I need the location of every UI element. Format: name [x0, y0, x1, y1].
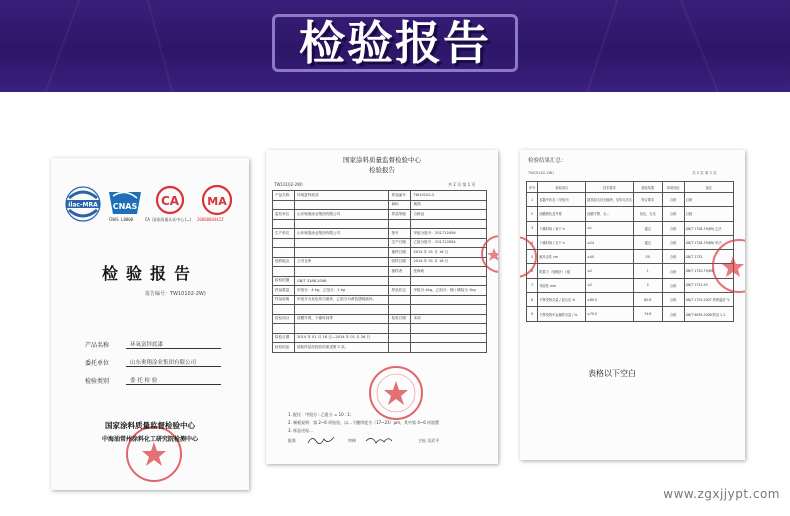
mid-table-cell: 委托单位	[273, 210, 295, 220]
cnas-logo-label: CNAS L0800	[109, 217, 134, 222]
results-cell: 合格	[662, 250, 684, 264]
results-row	[527, 235, 734, 249]
mid-table-cell: 山东奥翔涂业集团有限公司	[295, 210, 389, 220]
results-row	[527, 193, 734, 207]
cover-field-value: 山东奥翔涂业集团有限公司	[126, 358, 221, 367]
results-cell: 合格	[662, 193, 684, 207]
results-cell: 6	[527, 264, 538, 278]
results-column-header: 备注	[684, 182, 733, 193]
results-cell: 目测	[684, 193, 733, 207]
ca-logo-label: CA 国家质量认证中心(…)	[145, 217, 192, 222]
mid-table-cell	[295, 248, 389, 258]
results-cell: 容器中状态（甲组分）	[538, 193, 586, 207]
results-cell: ≥40	[586, 250, 634, 264]
mid-table-row	[273, 286, 487, 296]
mid-table-cell: 检验日期	[273, 333, 295, 343]
mid-table-cell: TW10102-2	[411, 191, 487, 201]
results-cell: GB/T 9839-2008 附录 1.1	[684, 307, 733, 321]
mid-table-row	[273, 210, 487, 220]
mid-table-row	[273, 200, 487, 210]
results-cell: GB/T 1725-2007 烘烤温度 ℃	[684, 293, 733, 307]
banner-title: 检验报告	[299, 16, 491, 70]
mid-table-cell: 漆膜外观、干燥时间等	[295, 314, 389, 324]
mid-table-cell: 公司仓库	[295, 257, 389, 267]
mid-note: 1. 配比：甲组分 ∶ 乙组分 = 10 ∶ 1；	[288, 412, 354, 417]
results-cell: 合格	[662, 235, 684, 249]
mid-table-cell: 甲组分批号：201712456	[411, 229, 487, 239]
results-cell: 耐冲击性 cm	[538, 250, 586, 264]
report-page-2	[520, 150, 745, 460]
mid-note: 2. 制板说明：第 2~6 项检验，以…干膜厚度为（17~23）μm，其中第 4~6 项放置	[288, 420, 440, 425]
results-cell: GB/T 1720-79(89)	[684, 264, 733, 278]
results-table	[526, 181, 734, 322]
cover-red-seal-icon	[124, 424, 184, 484]
results-cell: 5	[527, 250, 538, 264]
mid-table-cell: 样品编号	[389, 191, 411, 201]
mid-table-cell: 抽检样品经检验结果见第 2 页。	[295, 343, 389, 353]
mid-table-cell	[389, 276, 411, 286]
mid-table-cell	[389, 333, 411, 343]
mid-table-cell: 检验项目	[273, 314, 295, 324]
results-cell: 50	[633, 250, 662, 264]
mid-table-cell	[273, 324, 295, 334]
mid-table-cell: 样品说明	[273, 295, 295, 305]
results-cell: 3	[527, 221, 538, 235]
mid-table-row	[273, 276, 487, 286]
mid-table-cell	[273, 267, 295, 277]
mid-table-cell: 批号	[389, 229, 411, 239]
results-cell: 合格	[662, 307, 684, 321]
mid-sign-reviewer: 审核	[348, 438, 356, 443]
cover-field-value: 委 托 检 验	[126, 376, 221, 385]
svg-text:MA: MA	[207, 195, 227, 208]
mid-table-cell: 商标	[389, 200, 411, 210]
results-cell: 9	[527, 307, 538, 321]
mid-table-cell	[273, 200, 295, 210]
mid-table-cell: 张海莉	[411, 267, 487, 277]
mid-page-number: 共 2 页 第 1 页	[448, 182, 476, 187]
mid-table-cell: 样品等级	[389, 210, 411, 220]
results-row	[527, 307, 734, 321]
results-cell: 不挥发物含量 / 混合后 %	[538, 293, 586, 307]
results-cell: ≤2	[586, 278, 634, 292]
header-banner	[0, 0, 790, 92]
mid-subtitle: 检验报告	[369, 166, 395, 174]
mid-table-row	[273, 333, 487, 343]
mid-table-cell: GB/T 3186-2006	[295, 276, 389, 286]
results-header-row	[527, 182, 734, 193]
mid-table-cell	[295, 219, 389, 229]
results-cell: 合格	[662, 264, 684, 278]
mid-table-cell	[273, 238, 295, 248]
results-column-header: 技术要求	[586, 182, 634, 193]
report-cover	[51, 158, 249, 490]
mid-table-cell	[411, 343, 487, 353]
mid-table-cell	[295, 324, 389, 334]
cover-field-label: 检验类别	[85, 378, 110, 385]
results-cell: 合格	[662, 278, 684, 292]
mid-table-cell	[411, 219, 487, 229]
mid-table-row	[273, 229, 487, 239]
mid-table-cell: 2014 年 01 月 16 日	[411, 257, 487, 267]
mid-table-cell: 山东奥翔涂业集团有限公司	[295, 229, 389, 239]
results-cell: 符合要求	[633, 193, 662, 207]
mid-table-row	[273, 314, 487, 324]
mid-table-cell: 2014 年 01 月 16 日—2014 年 01 月 26 日	[295, 333, 389, 343]
mid-table-cell: 收样日期	[389, 257, 411, 267]
results-cell: GB/T 1728-79(89) 甲法	[684, 235, 733, 249]
mid-table-row	[273, 191, 487, 201]
mid-red-seal-icon	[367, 364, 425, 422]
cover-report-number: 报告编号：TW10102-2W)	[145, 291, 206, 297]
mid-table-row	[273, 248, 487, 258]
mid-table-row	[273, 305, 487, 315]
mid-table-row	[273, 219, 487, 229]
results-cell: 涂膜颜色及外观	[538, 207, 586, 221]
mid-info-table	[272, 190, 487, 353]
cover-field-label: 产品名称	[85, 342, 110, 349]
mid-table-cell: 检验依据	[273, 276, 295, 286]
mid-table-row	[273, 238, 487, 248]
results-row	[527, 293, 734, 307]
mid-report-number: TW10102-2W)	[274, 182, 303, 187]
cover-org-sub: 中海油常州涂料化工研究院检测中心	[101, 436, 198, 443]
results-column-header: 序号	[527, 182, 538, 193]
mid-table-cell: 样品状态	[389, 286, 411, 296]
results-cell: ≥80.0	[586, 293, 634, 307]
results-cell: 涂膜平整、无…	[586, 207, 634, 221]
mid-table-cell: 甲组分 4kg，乙组分：桶 / 桶装为 1kg	[411, 286, 487, 296]
results-cell: 4	[527, 235, 538, 249]
mid-table-cell: 抽样日期	[389, 248, 411, 258]
ca-logo-icon	[150, 184, 190, 230]
cma-logo-icon	[195, 184, 239, 230]
mid-table-cell: 甲组分为灰色均匀液体，乙组分为黄色透明液体。	[295, 295, 389, 305]
mid-table-cell: 本项	[411, 314, 487, 324]
right-left-seal-icon	[520, 235, 538, 279]
results-cell: 通过	[633, 235, 662, 249]
results-row	[527, 278, 734, 292]
mid-table-cell: 抽样地点	[273, 257, 295, 267]
mid-table-cell	[295, 267, 389, 277]
mid-signature-icon	[364, 433, 394, 447]
mid-sign-maker: 主检 吴武平	[418, 438, 440, 443]
results-column-header: 检验结果	[633, 182, 662, 193]
mid-table-cell	[389, 324, 411, 334]
results-cell: 2	[527, 207, 538, 221]
site-watermark: www.zgxjjypt.com	[663, 487, 780, 501]
results-cell: ≤1	[586, 221, 634, 235]
results-cell: 74.6	[633, 307, 662, 321]
mid-table-cell	[411, 305, 487, 315]
results-column-header: 检验项目	[538, 182, 586, 193]
results-cell: 合格	[662, 207, 684, 221]
mid-table-cell	[273, 248, 295, 258]
mid-table-row	[273, 267, 487, 277]
mid-table-cell: 2014 年 01 月 16 日	[411, 248, 487, 258]
mid-table-cell: 合格品	[411, 210, 487, 220]
results-cell: GB/T 1731-93	[684, 278, 733, 292]
results-cell: 7	[527, 278, 538, 292]
right-report-number: TW10102-2W)	[528, 171, 554, 175]
cma-logo-label: 2008000442Z	[197, 217, 224, 222]
results-cell: 弯曲性 mm	[538, 278, 586, 292]
mid-note: 3. 样品送检…	[288, 428, 314, 433]
mid-table-cell	[389, 343, 411, 353]
svg-text:CA: CA	[160, 194, 180, 208]
right-edge-seal-icon	[709, 238, 745, 294]
results-cell: 8	[527, 293, 538, 307]
results-cell: ≤2	[586, 264, 634, 278]
mid-sign-issuer: 批准	[288, 438, 296, 443]
cover-field-value: 环氧富锌底漆	[126, 340, 221, 349]
mid-table-cell	[389, 305, 411, 315]
mid-table-cell	[295, 238, 389, 248]
results-cell: 目测	[684, 207, 733, 221]
mid-table-cell: 奥翔	[411, 200, 487, 210]
cover-title: 检验报告	[101, 264, 198, 283]
results-column-header: 单项结论	[662, 182, 684, 193]
results-row	[527, 207, 734, 221]
results-row	[527, 221, 734, 235]
mid-signature-icon	[306, 433, 336, 447]
mid-table-row	[273, 295, 487, 305]
mid-table-cell: 检验日期	[389, 314, 411, 324]
mid-table-cell: 产品名称	[273, 191, 295, 201]
mid-table-cell: 乙组分批号：201712634	[411, 238, 487, 248]
results-cell: GB/T 1728-79(89) 乙法	[684, 221, 733, 235]
mid-edge-seal-icon	[478, 234, 498, 274]
mid-table-cell: 生产日期	[389, 238, 411, 248]
results-cell: 搅拌混合后无硬块，呈均匀状态	[586, 193, 634, 207]
cover-field-label: 委托单位	[85, 360, 110, 367]
mid-table-cell	[273, 219, 295, 229]
right-page-number: 共 2 页 第 2 页	[692, 171, 717, 175]
mid-table-row	[273, 343, 487, 353]
mid-table-cell: 检验结论	[273, 343, 295, 353]
mid-table-cell: 甲组分：4 kg，乙组分：1 kg	[295, 286, 389, 296]
results-cell: 通过	[633, 221, 662, 235]
results-cell: 合格	[662, 221, 684, 235]
certification-logos	[63, 184, 239, 244]
results-cell: 1	[527, 193, 538, 207]
mid-table-cell: 样品数量	[273, 286, 295, 296]
mid-table-cell: 抽样者	[389, 267, 411, 277]
mid-table-cell: 环氧富锌底漆	[295, 191, 389, 201]
ilac-mra-logo-icon	[63, 184, 103, 230]
mid-table-cell	[411, 333, 487, 343]
results-cell: GB/T 1732	[684, 250, 733, 264]
cnas-logo-icon	[105, 184, 145, 230]
mid-table-cell	[411, 276, 487, 286]
mid-title: 国家涂料质量监督检验中心	[343, 156, 421, 164]
mid-table-cell	[411, 324, 487, 334]
right-heading: 检验结果汇总：	[528, 158, 567, 164]
results-cell: 附着力（划圈法）/ 级	[538, 264, 586, 278]
results-cell: 干燥时间 / 表干 h	[538, 221, 586, 235]
mid-table-cell: 生产单位	[273, 229, 295, 239]
results-row	[527, 250, 734, 264]
results-cell: 2	[633, 278, 662, 292]
results-cell: 80.8	[633, 293, 662, 307]
mid-table-cell	[389, 295, 411, 305]
cover-org-main: 国家涂料质量监督检验中心	[105, 421, 195, 430]
report-page-1	[266, 150, 498, 464]
mid-table-row	[273, 257, 487, 267]
mid-table-cell	[273, 305, 295, 315]
results-cell: 灰色，无光	[633, 207, 662, 221]
results-cell: 干燥时间 / 实干 h	[538, 235, 586, 249]
results-row	[527, 264, 734, 278]
mid-table-cell	[389, 219, 411, 229]
results-cell: 不挥发物中金属锌含量 / %	[538, 307, 586, 321]
mid-table-cell	[411, 295, 487, 305]
mid-table-cell	[295, 305, 389, 315]
results-cell: ≤24	[586, 235, 634, 249]
svg-text:CNAS: CNAS	[112, 202, 138, 211]
results-cell: 1	[633, 264, 662, 278]
table-blank-note: 表格以下空白	[588, 369, 636, 378]
mid-table-row	[273, 324, 487, 334]
svg-text:ilac-MRA: ilac-MRA	[68, 201, 98, 209]
results-cell: ≥70.0	[586, 307, 634, 321]
results-cell: 合格	[662, 293, 684, 307]
mid-table-cell	[295, 200, 389, 210]
